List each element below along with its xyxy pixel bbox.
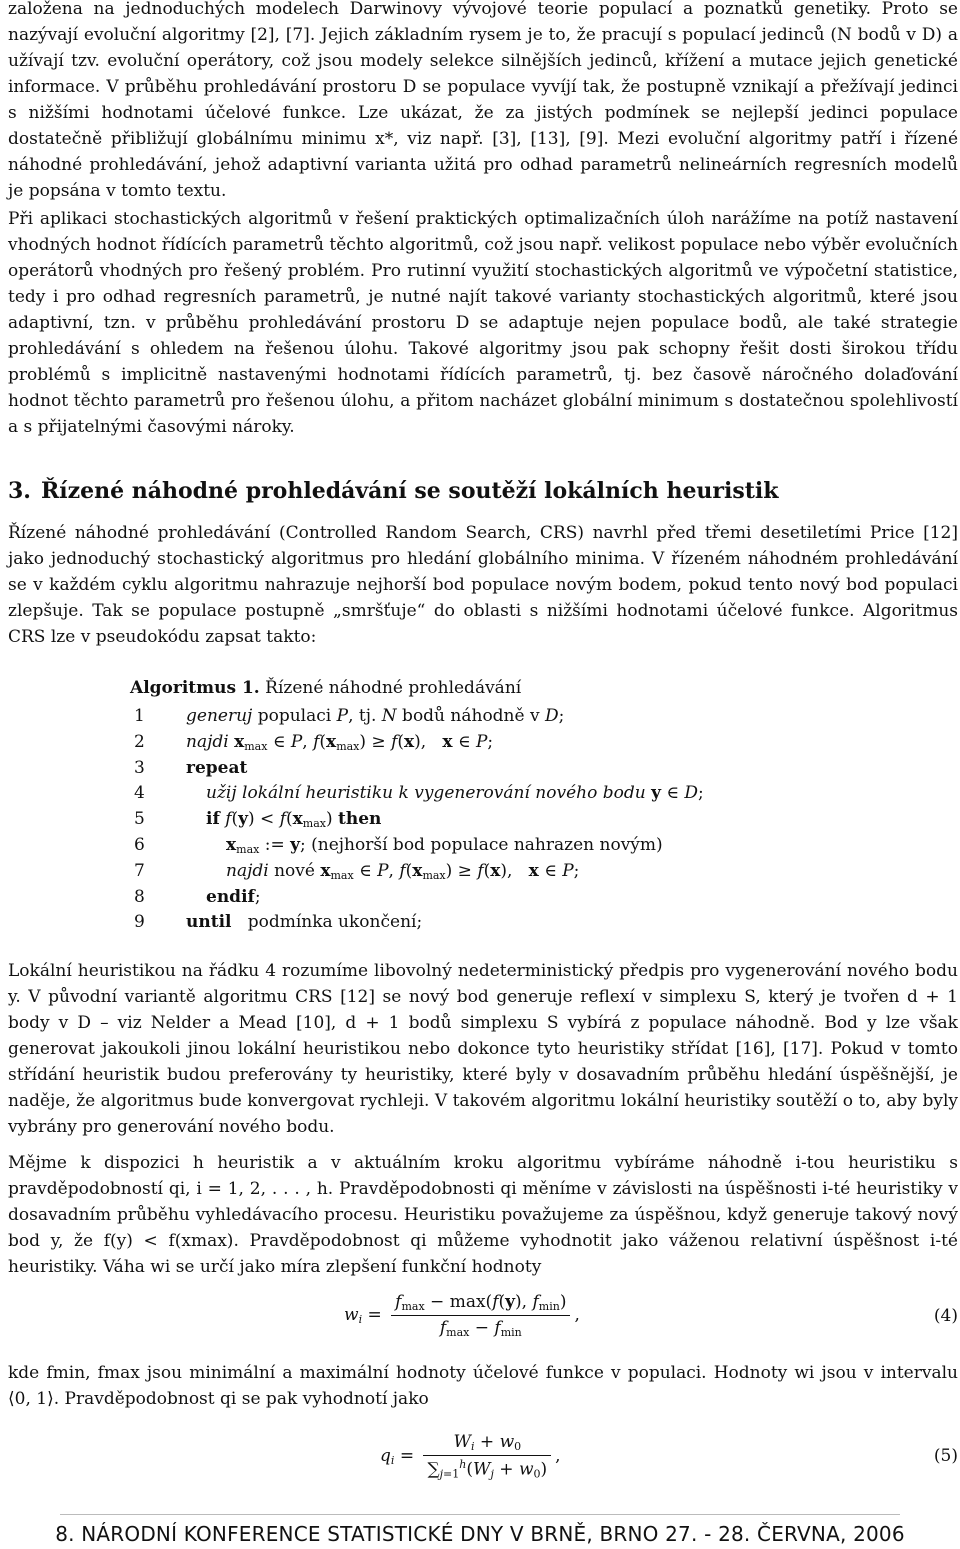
fraction: $\frac{f_{max} - \max(f(y), f_{min})}{f_{max} - f_{min}}$ [391, 1292, 570, 1339]
algorithm-line [130, 807, 870, 833]
line-code: najdi nové $x_{max}$ ∈ P, $f(x_{max}) \ge f(x)$, x ∈ P; [226, 860, 580, 882]
algorithm-line [130, 885, 870, 911]
line-code: $x_{max}$ := y; (nejhorší bod populace nahrazen novým) [226, 834, 663, 856]
equation-expression: $w_i$ = $\frac{f_{max} - \max(f(y), f_{min})}{f_{max} - f_{min}}$ , [344, 1292, 580, 1339]
paragraph-text: kde fmin, fmax jsou minimální a maximální hodnoty účelové funkce v populaci. Hodnoty wi jsou v intervalu ⟨0, 1⟩. Pravděpodobnost qi se pak vyhodnotí jako [8, 1363, 958, 1409]
paragraph-text: Při aplikaci stochastických algoritmů v řešení praktických optimalizačních úloh narážíme na potíž nastavení vhodných hodnot řídících parametrů těchto algoritmů, což jsou např. velikost populace nebo výběr evolučních operátorů vhodných pro řešený problém. Pro rutinní využití stochastických algoritmů ve výpočetní statistice, tedy i pro odhad regresních parametrů, je nutné najít takové varianty stochastických algoritmů, které jsou adaptivní, tzn. v průběhu prohledávání prostoru D se adaptuje nejen populace bodů, ale také strategie prohledávání s ohledem na řešenou úlohu. Takové algoritmy jsou pak schopny řešit dosti širokou třídu problémů s implicitně nastavenými hodnotami řídících parametrů, tj. bez časově náročného dolaďování hodnot těchto parametrů pro řešenou úlohu, a přitom nacházet globální minimum s dostatečnou spolehlivostí a s přijatelnými časovými nároky. [8, 209, 958, 437]
algorithm-line [130, 730, 870, 756]
fraction: $\frac{W_i + w_0}{\sum_{j=1}^h(W_j + w_0)}$ [423, 1432, 551, 1481]
paragraph-weights [8, 1360, 958, 1412]
paragraph-text: Řízené náhodné prohledávání (Controlled Random Search, CRS) navrhl před třemi desetiletími Price [12] jako jednoduchý stochastický algoritmus pro hledání globálního minima. V řízeném náhodném prohledávání se v každém cyklu algoritmu nahrazuje nejhorší bod populace novým bodem, pokud tento nový bod populaci zlepšuje. Tak se populace postupně „smršťuje“ do oblasti s nižšími hodnotami účelové funkce. Algoritmus CRS lze v pseudokódu zapsat takto: [8, 523, 958, 647]
line-code: generuj populaci P, tj. N bodů náhodně v D; [186, 706, 565, 726]
paragraph-crs-intro [8, 520, 958, 650]
algorithm-line [130, 910, 870, 936]
line-number: 7 [134, 860, 145, 881]
algorithm-line [130, 859, 870, 885]
paragraph-text: Lokální heuristikou na řádku 4 rozumíme libovolný nedeterministický předpis pro vygenerování nového bodu y. V původní variantě algoritmu CRS [12] se nový bod generuje reflexí v simplexu S, který je tvořen d + 1 body v D – viz Nelder a Mead [10], d + 1 bodů simplexu S vybírá z populace náhodně. Bod y lze však generovat jakoukoli jinou lokální heuristikou nebo dokonce tyto heuristiky střídat [16], [17]. Pokud v tomto střídání heuristik budou preferovány ty heuristiky, které byly v dosavadním průběhu hledání úspěšnější, je naděje, že algoritmus bude konvergovat rychleji. V takovém algoritmu lokální heuristiky soutěží o to, aby byly vybrány pro generování nového bodu. [8, 961, 958, 1137]
equation-number: (4) [933, 1306, 958, 1326]
equation-expression: $q_i$ = $\frac{W_i + w_0}{\sum_{j=1}^h(W_j + w_0)}$ , [380, 1432, 561, 1481]
line-number: 6 [134, 834, 145, 855]
conference-footer: 8. NÁRODNÍ KONFERENCE STATISTICKÉ DNY V BRNĚ, BRNO 27. - 28. ČERVNA, 2006 [55, 1522, 905, 1546]
footer-divider [60, 1514, 900, 1515]
section-number: 3. [8, 478, 31, 504]
line-code: if $f(y) < f(x_{max})$ then [206, 809, 382, 831]
line-number: 1 [134, 706, 145, 726]
paragraph-text: založena na jednoduchých modelech Darwinovy vývojové teorie populací a poznatků genetiky. Proto se nazývají evoluční algoritmy [2], [7]. Jejich základním rysem je to, že pracují s populací jedinců (N bodů v D) a užívají tzv. evoluční operátory, což jsou modely selekce silnějších jedinců, křížení a mutace jejich genetické informace. V průběhu prohledávání prostoru D se populace vyvíjí tak, že postupně vznikají a přežívají jedinci s nižšími hodnotami účelové funkce. Lze ukázat, že za jistých podmínek se nejlepší jedinci populace dostatečně přibližují globálnímu minimu x*, viz např. [3], [13], [9]. Mezi evoluční algoritmy patří i řízené náhodné prohledávání, jehož adaptivní varianta užitá pro odhad parametrů nelineárních regresních modelů je popsána v tomto textu. [8, 0, 958, 201]
line-code: repeat [186, 757, 248, 778]
algorithm-line [130, 781, 870, 807]
algorithm-title: Řízené náhodné prohledávání [265, 678, 522, 698]
line-number: 4 [134, 783, 145, 804]
line-number: 3 [134, 757, 145, 778]
paragraph-text: Mějme k dispozici h heuristik a v aktuálním kroku algoritmu vybíráme náhodně i-tou heuristiku s pravděpodobností qi, i = 1, 2, . . . , h. Pravděpodobnosti qi měníme v závislosti na úspěšnosti i-té heuristiky v dosavadním průběhu vyhledávacího procesu. Heuristiku považujeme za úspěšnou, když generuje takový nový bod y, že f(y) < f(xmax). Pravděpodobnost qi můžeme vyhodnotit jako váženou relativní úspěšnost i-té heuristiky. Váha wi se určí jako míra zlepšení funkční hodnoty [8, 1153, 958, 1277]
algorithm-line [130, 833, 870, 859]
line-code: endif; [206, 886, 261, 907]
algorithm-box [130, 672, 870, 936]
line-number: 2 [134, 731, 145, 752]
algorithm-caption [130, 672, 870, 704]
paragraph-adaptive-algorithms [8, 206, 958, 440]
equation-5 [8, 1428, 958, 1492]
equation-number: (5) [933, 1446, 958, 1466]
line-number: 5 [134, 809, 145, 830]
section-title: Řízené náhodné prohledávání se soutěží lokálních heuristik [40, 478, 779, 504]
paragraph-heuristic-probabilities [8, 1150, 958, 1280]
equation-4 [8, 1288, 958, 1348]
section-heading [8, 478, 779, 504]
paragraph-local-heuristics [8, 958, 958, 1140]
line-number: 8 [134, 886, 145, 907]
algorithm-line [130, 704, 870, 730]
algorithm-line [130, 756, 870, 782]
line-code: užij lokální heuristiku k vygenerování nového bodu y ∈ D; [206, 783, 704, 804]
line-code: najdi $x_{max}$ ∈ P, $f(x_{max}) \ge f(x)$, x ∈ P; [186, 731, 494, 753]
line-code: until podmínka ukončení; [186, 912, 423, 933]
algorithm-label: Algoritmus 1. [130, 678, 260, 698]
paragraph-evolutionary-algorithms [8, 0, 958, 204]
line-number: 9 [134, 912, 145, 933]
